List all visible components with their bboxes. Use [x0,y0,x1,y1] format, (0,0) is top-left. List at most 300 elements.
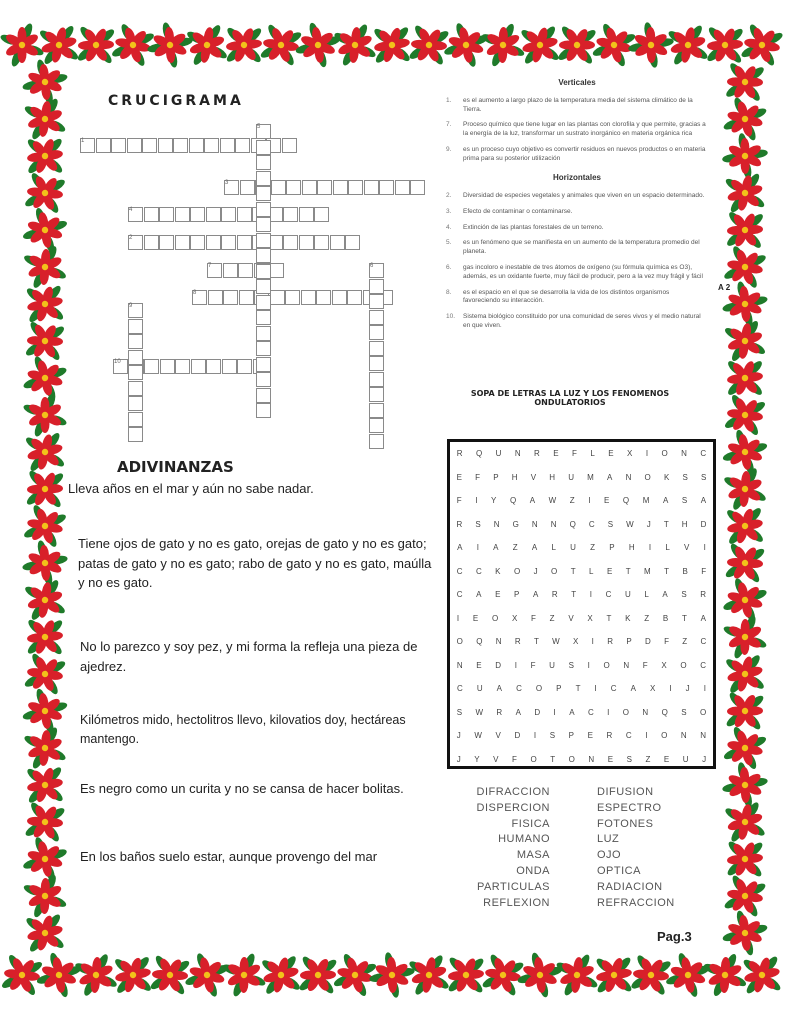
word-search-letter: A [569,707,575,717]
word-search-letter: F [664,637,669,647]
word-list-left [455,785,550,911]
word-search-letter: Z [682,637,688,647]
crossword-number: 8 [193,290,197,296]
word-search-letter: Q [509,496,517,506]
crossword-cell [314,235,329,250]
crossword-cell [316,290,331,305]
crossword-cell [111,138,126,153]
crossword-cell [395,180,410,195]
word-search-letter: C [700,449,707,459]
word-search-letter: D [700,519,707,529]
crossword-cell [369,341,384,356]
poinsettia-icon [552,950,603,1001]
word-list-item: DIFRACCION [476,786,550,798]
crossword-cell [256,186,271,201]
poinsettia-icon [713,901,777,965]
crossword-cell [379,180,394,195]
word-search-letter: E [456,472,462,482]
crossword-cell [142,138,157,153]
word-search-row [450,442,713,466]
word-search-letter: N [680,731,687,741]
word-search-letter: S [456,707,463,717]
word-search-letter: A [662,496,669,506]
poinsettia-icon [734,947,791,1004]
word-search-letter: V [495,731,501,741]
word-search-letter: N [588,754,595,764]
word-search-letter: C [610,684,617,694]
word-search-letter: N [456,660,463,670]
word-search-letter: D [534,707,541,717]
word-search-letter: L [589,566,594,576]
crossword-cell [301,290,316,305]
word-search-row [450,560,713,584]
word-search-letter: A [700,613,706,623]
clue-item [446,289,708,307]
word-search-letter: E [663,754,670,764]
word-search-letter: I [594,684,597,694]
poinsettia-icon [714,199,775,260]
crossword-cell [330,235,345,250]
word-list-item: FISICA [511,817,550,830]
word-search-row [450,630,713,654]
clue-number: 3. [446,207,452,215]
crossword-cell [256,279,271,294]
poinsettia-icon [620,14,683,77]
crossword-cell [270,290,285,305]
clue-number: 1. [446,96,452,104]
crossword-clues [446,78,708,338]
word-search-letter: I [648,543,652,553]
word-search-letter: Q [622,496,630,506]
word-search-letter: W [548,496,557,506]
word-list-item: LUZ [597,833,620,846]
word-search-letter: S [549,731,556,741]
crossword-number: 9 [129,303,133,309]
crossword-number: 2 [129,235,133,241]
word-search-letter: Y [491,496,497,506]
word-search-letter: T [663,519,669,529]
clue-number: 4. [446,223,452,231]
crossword-cell [256,171,271,186]
crossword-cell [256,326,271,341]
word-search-letter: S [681,590,687,600]
crossword-cell [256,140,271,155]
word-search-letter: W [626,519,634,529]
word-search-letter: O [680,660,687,670]
horizontal-clues-title: Horizontales [552,173,601,183]
crossword-cell [127,138,142,153]
word-list-item: DISPERCION [476,801,550,814]
word-search-letter: I [476,543,479,553]
word-search-letter: L [590,449,595,459]
poinsettia-icon [20,723,70,773]
crossword-cell [369,325,384,340]
word-search-letter: L [644,590,649,600]
clue-item [446,146,708,164]
crossword-cell [128,427,143,442]
word-search-letter: K [663,472,670,482]
word-list-right [597,785,707,911]
crossword-number: 5 [257,124,261,130]
word-search-letter: A [493,543,499,553]
word-search-letter: O [530,754,537,764]
clue-item [446,192,708,201]
word-search-letter: F [642,660,648,670]
word-search-letter: N [550,519,557,529]
word-search-letter: S [626,754,632,764]
word-search-letter: I [533,731,537,741]
crossword-cell [208,290,223,305]
crossword-cell [175,359,190,374]
crossword-cell [299,207,314,222]
word-list-item: REFRACCION [597,896,675,909]
word-search-letter: X [650,684,656,694]
word-search-letter: T [606,613,612,623]
word-search-letter: T [681,613,687,623]
word-search-letter: W [552,637,560,647]
crossword-cell [240,180,255,195]
crossword-cell [173,138,188,153]
crossword-cell [256,372,271,387]
word-search-letter: O [699,707,707,717]
clue-number: 5. [446,239,452,247]
clue-number: 8. [446,288,452,296]
word-search-row [450,724,713,748]
word-search-letter: T [575,684,581,694]
word-search-letter: R [456,449,463,459]
word-search-letter: O [603,660,610,670]
riddles-title: ADIVINANZAS [117,458,234,476]
crossword-cell [282,138,297,153]
crossword-cell [369,403,384,418]
word-search-letter: O [644,472,651,482]
word-search-letter: X [661,660,667,670]
crossword-cell [369,294,384,309]
word-search-letter: C [700,637,707,647]
word-search-letter: Q [661,707,668,717]
crossword-cell [190,235,205,250]
word-search-letter: E [495,590,501,600]
word-search-letter: O [535,684,543,694]
crossword-cell [345,235,360,250]
word-search-letter: E [476,660,482,670]
word-list-item: HUMANO [498,833,550,846]
crossword-cell [364,180,379,195]
word-search-letter: U [570,543,576,553]
word-list-item: OPTICA [597,864,641,877]
word-search-letter: S [568,660,574,670]
word-search-letter: N [493,519,500,529]
clue-text: Extinción de las plantas forestales de un terreno. [463,223,604,231]
word-search-letter: G [512,519,519,529]
word-search-letter: U [495,449,502,459]
crossword-cell [347,290,362,305]
crossword-cell [223,290,238,305]
word-search-letter: I [645,731,648,741]
clue-text: Proceso químico que tiene lugar en las plantas con clorofila y que permite, gracias a la energía de la luz, transformar un sustrato inorgánico en materia orgánica rica [463,121,706,138]
word-search-letter: P [609,543,615,553]
crossword-cell [128,350,143,365]
word-search-letter: I [645,449,649,459]
word-search-letter: S [701,472,707,482]
word-search-letter: I [514,660,517,670]
poinsettia-icon [701,951,749,999]
crossword-number: 3 [225,180,229,186]
word-search-letter: U [682,754,689,764]
word-search-letter: F [512,754,517,764]
word-search-letter: S [607,519,614,529]
crossword-cell [256,388,271,403]
word-search-letter: Q [475,449,483,459]
word-search-letter: J [685,684,690,694]
riddle-1: Lleva años en el mar y aún no sabe nadar. [68,481,314,496]
word-search-letter: R [606,731,613,741]
word-search-letter: E [604,496,610,506]
crossword-cell [369,372,384,387]
crossword-cell [410,180,425,195]
word-search-letter: I [456,613,460,623]
word-search-letter: Z [645,754,651,764]
word-search-letter: N [514,449,521,459]
word-search-letter: F [475,472,481,482]
word-search-letter: D [644,637,651,647]
word-search-letter: U [476,684,483,694]
word-search-row [450,466,713,490]
word-search-letter: E [587,731,593,741]
word-search-letter: E [472,613,479,623]
clue-text: es un fenómeno que se manifiesta en un aumento de la temperatura promedio del planeta. [463,239,700,256]
word-search-letter: U [568,472,574,482]
crossword-cell [348,180,363,195]
crossword-cell [302,180,317,195]
word-search-letter: E [606,566,613,576]
crossword-cell [144,235,159,250]
crossword-cell [283,207,298,222]
crossword-cell [237,207,252,222]
word-search-letter: A [515,707,521,717]
word-search-letter: A [662,590,668,600]
crossword-cell [204,138,219,153]
word-search-letter: Z [549,613,555,623]
clue-text: es el espacio en el que se desarrolla la vida de los distintos organismos favoreciendo su interacción. [463,288,670,305]
word-search-letter: S [475,519,481,529]
word-search-letter: N [531,519,538,529]
crossword-cell [369,434,384,449]
poinsettia-icon [722,614,768,660]
word-search-letter: A [532,590,539,600]
poinsettia-icon [546,14,608,76]
word-search-letter: C [456,566,463,576]
crossword-cell [271,180,286,195]
crossword-cell [369,387,384,402]
crossword-cell [235,138,250,153]
word-search-letter: E [608,449,614,459]
word-search-letter: N [700,731,707,741]
word-search-letter: R [700,590,707,600]
crossword-cell [256,233,271,248]
crossword-cell [221,207,236,222]
word-search-letter: S [681,707,687,717]
word-search-letter: K [495,566,501,576]
word-search-letter: O [568,754,575,764]
word-list-item: ESPECTRO [597,801,662,814]
word-search-letter: P [568,731,574,741]
word-search-letter: O [456,637,463,647]
poinsettia-icon [21,872,68,919]
word-search-letter: U [549,660,555,670]
word-search-letter: Y [474,754,480,764]
crossword-cell [96,138,111,153]
clue-item [446,121,708,139]
word-search-letter: N [495,637,502,647]
crossword-cell [128,381,143,396]
word-list-item: ONDA [516,864,550,877]
crossword-cell [369,310,384,325]
crossword-cell [369,418,384,433]
crossword-cell [221,235,236,250]
word-search-letter: U [624,590,631,600]
word-search-letter: A [700,496,707,506]
word-search-letter: A [531,543,538,553]
word-search-letter: R [607,637,613,647]
crossword-cell [283,235,298,250]
word-search-letter: C [588,519,595,529]
word-search-letter: A [529,496,536,506]
riddle-3: No lo parezco y soy pez, y mi forma la refleja una pieza de ajedrez. [80,639,418,674]
poinsettia-icon [19,574,72,627]
word-search-letter: O [513,566,521,576]
crossword-cell [256,264,271,279]
crossword-cell [369,279,384,294]
word-search-letter: V [568,613,574,623]
word-search-letter: T [550,754,556,764]
word-search-grid [447,439,716,769]
word-search-letter: N [681,449,687,459]
page-number: Pag.3 [657,929,692,944]
clue-item [446,224,708,233]
poinsettia-icon [330,20,380,70]
poinsettia-icon [71,950,120,999]
crossword-cell [160,359,175,374]
word-search-letter: C [700,660,707,670]
word-search-letter: F [572,449,577,459]
word-search-letter: I [669,684,672,694]
crossword-cell [332,290,347,305]
word-search-letter: N [642,707,649,717]
word-search-letter: L [665,543,670,553]
crossword-cell [256,202,271,217]
word-search-letter: A [607,472,613,482]
crossword-cell [317,180,332,195]
word-search-letter: H [681,519,688,529]
riddle-5: Es negro como un curita y no se cansa de hacer bolitas. [80,781,404,796]
word-search-row [450,607,713,631]
word-search-row [450,489,713,513]
crossword-title: CRUCIGRAMA [108,93,244,109]
word-search-row [450,748,713,772]
clue-number: 6. [446,264,452,272]
poinsettia-icon [14,458,76,520]
clue-item [446,313,708,331]
crossword-cell [206,235,221,250]
word-search-letter: E [553,449,559,459]
word-search-letter: S [682,472,688,482]
word-search-letter: A [457,543,463,553]
crossword-cell [128,412,143,427]
word-search-letter: K [625,613,631,623]
clue-text: es el aumento a largo plazo de la temperatura media del sistema climático de la Tierra. [463,96,693,113]
word-search-letter: J [533,566,538,576]
word-search-letter: S [681,496,688,506]
clue-number: 10. [446,313,456,321]
crossword-cell [206,207,221,222]
word-list-item: MASA [516,849,550,862]
word-search-letter: N [625,472,632,482]
word-search-letter: E [607,754,614,764]
word-search-letter: B [682,566,688,576]
clue-number: 9. [446,145,452,153]
word-search-letter: D [495,660,502,670]
clue-text: Diversidad de especies vegetales y animales que viven en un espacio determinado. [463,192,705,200]
crossword-cell [128,319,143,334]
word-search-letter: N [623,660,630,670]
word-list-item: PARTICULAS [476,880,550,893]
word-search-letter: J [646,519,651,529]
crossword-cell [159,207,174,222]
word-search-letter: V [530,472,537,482]
vertical-clues-title: Verticales [558,78,596,87]
clue-text: es un proceso cuyo objetivo es convertir residuos en nuevos productos o en materia prima para su posterior utilización [463,145,706,162]
word-search-row [450,701,713,725]
word-search-letter: R [551,590,558,600]
crossword-number: 7 [208,263,212,269]
clue-item [446,239,708,257]
word-search-letter: X [627,449,633,459]
riddle-4: Kilómetros mido, hectolitros llevo, kilovatios doy, hectáreas mantengo. [80,713,406,746]
word-search-letter: T [533,637,539,647]
word-search-letter: X [573,637,579,647]
word-search-letter: R [514,637,521,647]
word-search-row [450,513,713,537]
crossword-cell [237,235,252,250]
crossword-cell [285,290,300,305]
word-search-letter: I [703,684,706,694]
word-search-title: SOPA DE LETRAS LA LUZ Y LOS FENOMENOS ONDULATORIOS [470,389,670,407]
crossword-cell [256,217,271,232]
word-search-letter: F [701,566,707,576]
clue-text: Efecto de contaminar o contaminarse. [463,207,573,215]
word-search-letter: I [587,660,590,670]
crossword-cell [158,138,173,153]
crossword-cell [191,359,206,374]
word-search-letter: I [591,637,594,647]
word-search-letter: R [496,707,503,717]
word-search-letter: L [551,543,556,553]
crossword-number: 1 [81,138,85,144]
riddle-6: En los baños suelo estar, aunque provengo del mar [80,849,378,864]
word-search-letter: A [496,684,503,694]
crossword-cell [256,295,271,310]
poinsettia-icon [22,392,68,438]
word-search-letter: C [457,684,463,694]
crossword-cell [299,235,314,250]
crossword-cell [269,263,284,278]
word-list-item: RADIACION [597,880,663,893]
word-search-letter: R [456,519,463,529]
crossword-cell [206,359,221,374]
word-search-letter: C [516,684,522,694]
word-search-letter: M [642,496,650,506]
